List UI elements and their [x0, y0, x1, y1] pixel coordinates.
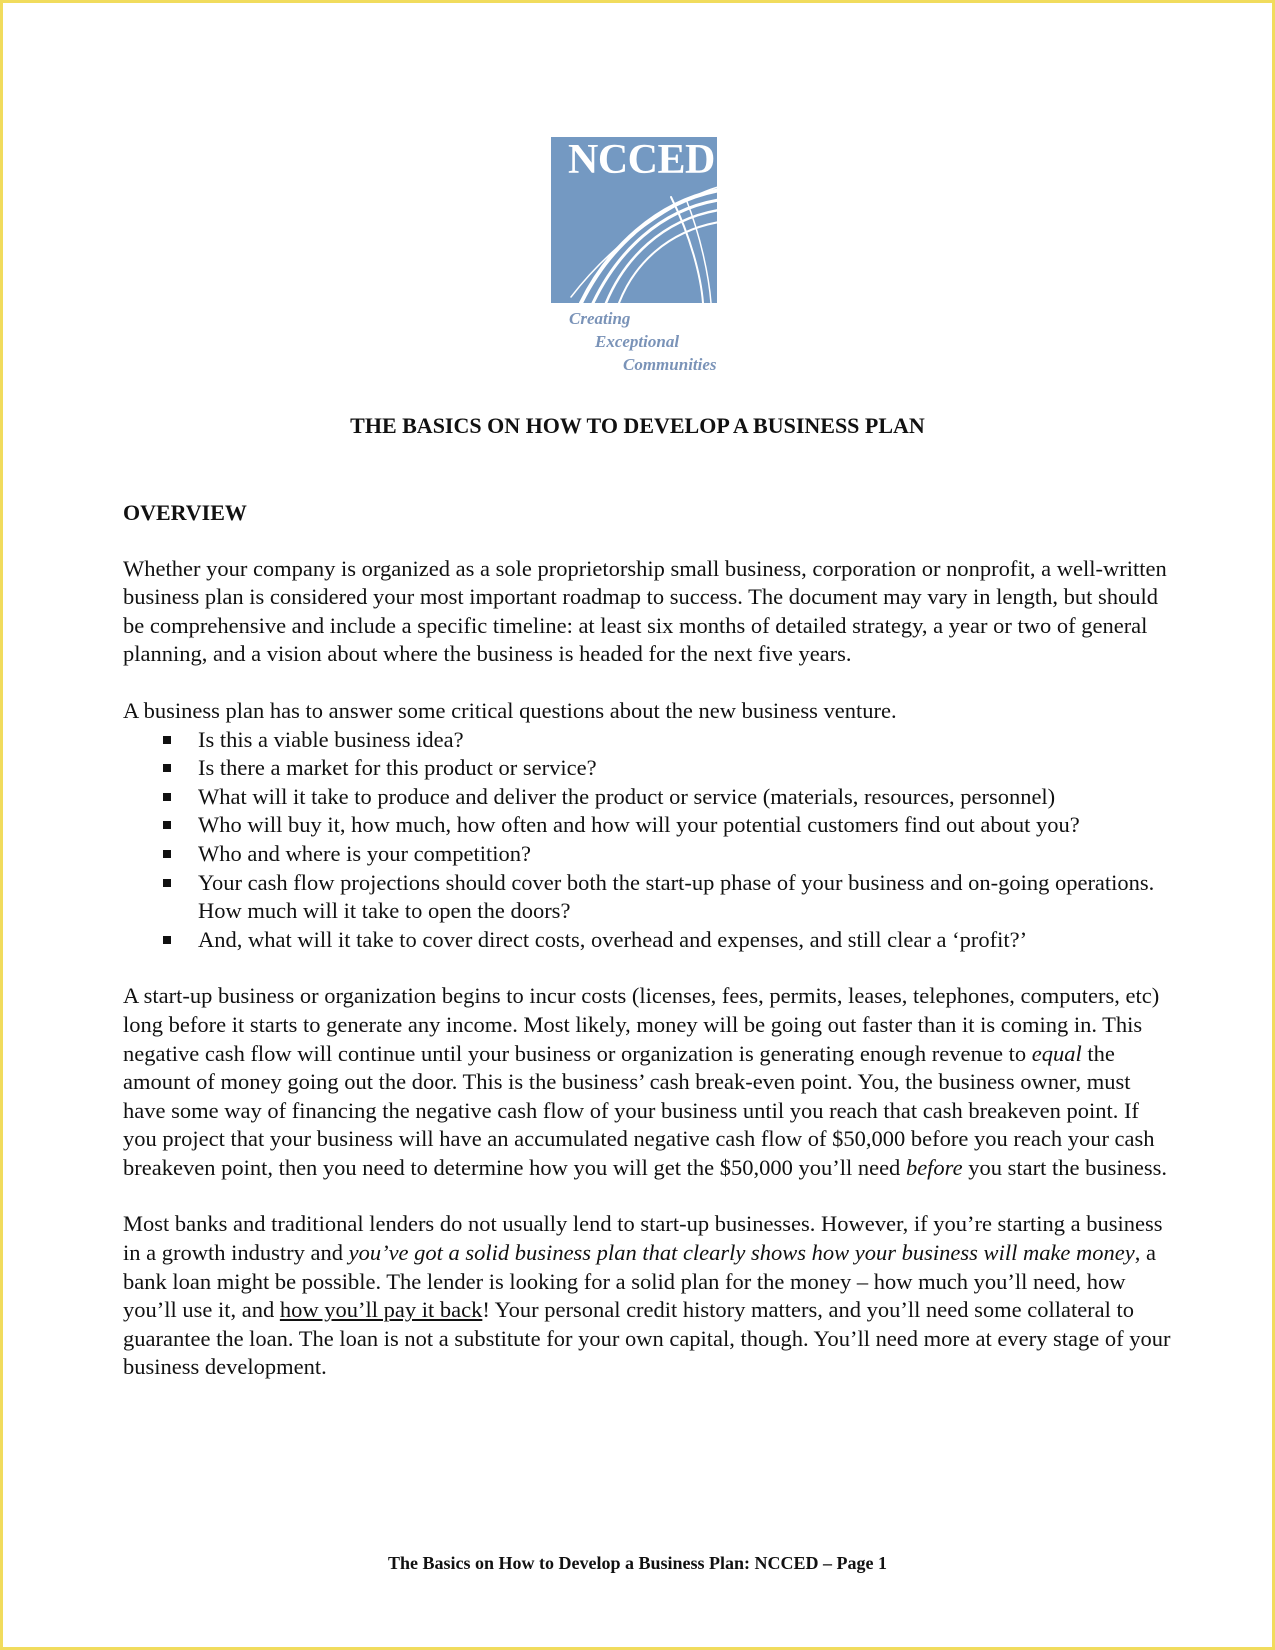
list-item: [123, 811, 1173, 840]
paragraph-cash-flow: [123, 982, 1173, 1182]
text-run: Most banks and traditional lenders do not usually lend to start-up businesses. However, if you’re starting a business in a growth industry and: [123, 1211, 1163, 1266]
square-bullet-icon: [163, 821, 171, 829]
paragraph-questions-intro: A business plan has to answer some critical questions about the new business venture.: [123, 697, 897, 723]
logo-mark: [551, 137, 717, 303]
list-item: [123, 754, 1173, 783]
underlined-text: how you’ll pay it back: [279, 1297, 483, 1323]
text-run: , a bank loan might be possible. The lender is looking for a solid plan for the money – how much you’ll need, how you’ll use it, and: [123, 1240, 1157, 1323]
list-item: [123, 783, 1173, 812]
ncced-logo: [551, 137, 736, 376]
logo-tagline: [551, 307, 736, 376]
emphasis-text: before: [905, 1154, 963, 1180]
tagline-line: Exceptional: [595, 332, 680, 351]
tagline-line: Communities: [623, 355, 717, 374]
list-item-text: Who will buy it, how much, how often and how will your potential customers find out about you?: [198, 812, 1080, 838]
square-bullet-icon: [163, 850, 171, 858]
tagline-line: Creating: [569, 309, 631, 328]
document-title: THE BASICS ON HOW TO DEVELOP A BUSINESS PLAN: [350, 413, 925, 438]
list-item: [123, 926, 1173, 955]
paragraph-overview: Whether your company is organized as a sole proprietorship small business, corporation or nonprofit, a well-written business plan is considered your most important roadmap to success. The document may vary in length, but should be comprehensive and include a specific timeline: at least six months of detailed strategy, a year or two of general planning, and a vision about where the business is headed for the next five years.: [123, 555, 1167, 667]
emphasis-text: you’ve got a solid business plan that clearly shows how your business will make money: [348, 1240, 1135, 1266]
questions-list: [123, 726, 1173, 955]
text-run: ! Your personal credit history matters, and you’ll need some collateral to guarantee the loan. The loan is not a substitute for your own capital, though. You’ll need more at every stage of your business development.: [123, 1297, 1171, 1380]
square-bullet-icon: [163, 736, 171, 744]
list-item: [123, 726, 1173, 755]
list-item: [123, 869, 1173, 926]
page-footer: The Basics on How to Develop a Business Plan: NCCED – Page 1: [387, 1553, 888, 1573]
document-body: [123, 499, 1173, 1410]
list-item-text: Who and where is your competition?: [198, 840, 532, 866]
text-run: you start the business.: [962, 1154, 1167, 1180]
list-item-text: And, what will it take to cover direct costs, overhead and expenses, and still clear a ‘profit?’: [198, 926, 1028, 952]
list-item-text: Is this a viable business idea?: [198, 726, 464, 752]
list-item-text: What will it take to produce and deliver the product or service (materials, resources, personnel): [198, 783, 1056, 809]
text-run: A start-up business or organization begins to incur costs (licenses, fees, permits, leases, telephones, computers, etc) long before it starts to generate any income. Most likely, money will be going out faster than it is coming in. This negative cash flow will continue until your business or organization is generating enough revenue to: [123, 983, 1160, 1066]
square-bullet-icon: [163, 936, 171, 944]
square-bullet-icon: [163, 793, 171, 801]
paragraph-lenders: [123, 1210, 1173, 1382]
section-heading: OVERVIEW: [123, 500, 247, 525]
arc-graphic-icon: [551, 137, 717, 303]
emphasis-text: equal: [1031, 1040, 1082, 1066]
square-bullet-icon: [163, 764, 171, 772]
list-item-text: Your cash flow projections should cover both the start-up phase of your business and on-going operations. How much will it take to open the doors?: [198, 869, 1155, 924]
list-item-text: Is there a market for this product or service?: [198, 755, 597, 781]
square-bullet-icon: [163, 879, 171, 887]
list-item: [123, 840, 1173, 869]
logo-wordmark: NCCED: [568, 137, 715, 183]
text-run: the amount of money going out the door. This is the business’ cash break-even point. You, the business owner, must have some way of financing the negative cash flow of your business until you reach that cash breakeven point. If you project that your business will have an accumulated negative cash flow of $50,000 before you reach your cash breakeven point, then you need to determine how you will get the $50,000 you’ll need: [123, 1040, 1155, 1180]
